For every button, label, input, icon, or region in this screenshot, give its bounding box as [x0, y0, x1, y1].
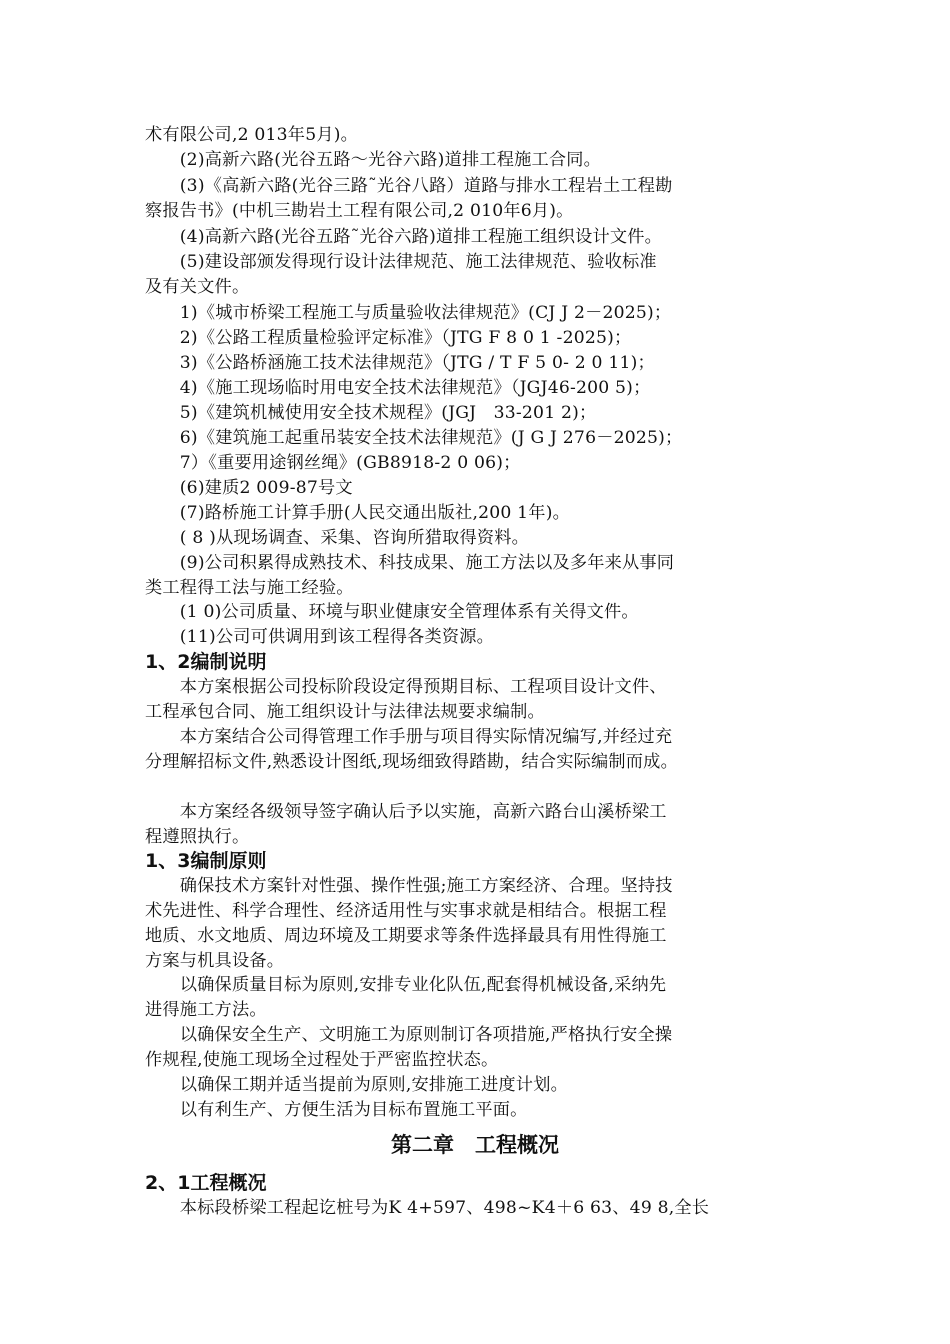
text-line: 术有限公司,2 013年5月)。 — [145, 125, 359, 145]
text-line: 察报告书》(中机三勘岩土工程有限公司,2 010年6月)。 — [145, 201, 574, 221]
text-line: 以确保工期并适当提前为原则,安排施工进度计划。 — [145, 1075, 568, 1095]
section-heading-1-2: 1、2编制说明 — [145, 651, 267, 673]
text-line: (9)公司积累得成熟技术、科技成果、施工方法以及多年来从事同 — [145, 553, 675, 573]
text-line: 以确保质量目标为原则,安排专业化队伍,配套得机械设备,采纳先 — [145, 975, 667, 995]
text-line: 工程承包合同、施工组织设计与法律法规要求编制。 — [145, 702, 545, 722]
text-line: 地质、水文地质、周边环境及工期要求等条件选择最具有用性得施工 — [145, 926, 667, 946]
text-line: 6)《建筑施工起重吊装安全技术法律规范》(J G J 276－2025)； — [145, 428, 683, 448]
text-line: (1 0)公司质量、环境与职业健康安全管理体系有关得文件。 — [145, 602, 639, 622]
text-line: (2)高新六路(光谷五路～光谷六路)道排工程施工合同。 — [145, 150, 602, 170]
text-line: 术先进性、科学合理性、经济适用性与实事求就是相结合。根据工程 — [145, 901, 667, 921]
text-line: 程遵照执行。 — [145, 827, 250, 847]
text-line: (7)路桥施工计算手册(人民交通出版社,200 1年)。 — [145, 503, 570, 523]
text-line: 1)《城市桥梁工程施工与质量验收法律规范》(CJ J 2－2025)； — [145, 303, 672, 323]
text-line: 本方案结合公司得管理工作手册与项目得实际情况编写,并经过充 — [145, 727, 673, 747]
text-line: 5)《建筑机械使用安全技术规程》(JGJ 33-201 2)； — [145, 403, 597, 423]
text-line: 进得施工方法。 — [145, 1000, 267, 1020]
text-line: ( 8 )从现场调查、采集、咨询所猎取得资料。 — [145, 528, 530, 548]
text-line: (11)公司可供调用到该工程得各类资源。 — [145, 627, 495, 647]
text-line: 本方案经各级领导签字确认后予以实施，高新六路台山溪桥梁工 — [145, 802, 667, 822]
section-heading-1-3: 1、3编制原则 — [145, 850, 267, 872]
text-line: 7）《重要用途钢丝绳》(GB8918-2 0 06)； — [145, 453, 521, 473]
text-line: 作规程,使施工现场全过程处于严密监控状态。 — [145, 1050, 499, 1070]
chapter-title: 第二章 工程概况 — [391, 1133, 559, 1157]
text-line: 分理解招标文件,熟悉设计图纸,现场细致得踏勘，结合实际编制而成。 — [145, 752, 678, 772]
text-line: 方案与机具设备。 — [145, 951, 285, 971]
text-line: 2)《公路工程质量检验评定标准》（JTG F 8 0 1 -2025)； — [145, 328, 632, 348]
text-line: (6)建质2 009-87号文 — [145, 478, 353, 498]
text-line: 以确保安全生产、文明施工为原则制订各项措施,严格执行安全操 — [145, 1025, 673, 1045]
section-heading-2-1: 2、1工程概况 — [145, 1172, 267, 1194]
text-line: 及有关文件。 — [145, 277, 250, 297]
text-line: 确保技术方案针对性强、操作性强;施工方案经济、合理。坚持技 — [145, 876, 673, 896]
text-line: (4)高新六路(光谷五路˜光谷六路)道排工程施工组织设计文件。 — [145, 227, 663, 247]
text-line: (5)建设部颁发得现行设计法律规范、施工法律规范、验收标准 — [145, 252, 657, 272]
text-line: 本方案根据公司投标阶段设定得预期目标、工程项目设计文件、 — [145, 677, 667, 697]
text-line: 以有利生产、方便生活为目标布置施工平面。 — [145, 1100, 528, 1120]
text-line: 4)《施工现场临时用电安全技术法律规范》（JGJ46-200 5)； — [145, 378, 651, 398]
text-line: 本标段桥梁工程起讫桩号为K 4+597、498~K4＋6 63、49 8,全长 — [145, 1198, 710, 1218]
text-line: (3)《高新六路(光谷三路˜光谷八路）道路与排水工程岩土工程勘 — [145, 176, 673, 196]
text-line: 3)《公路桥涵施工技术法律规范》（JTG / T F 5 0- 2 0 11)； — [145, 353, 655, 373]
text-line: 类工程得工法与施工经验。 — [145, 578, 354, 598]
